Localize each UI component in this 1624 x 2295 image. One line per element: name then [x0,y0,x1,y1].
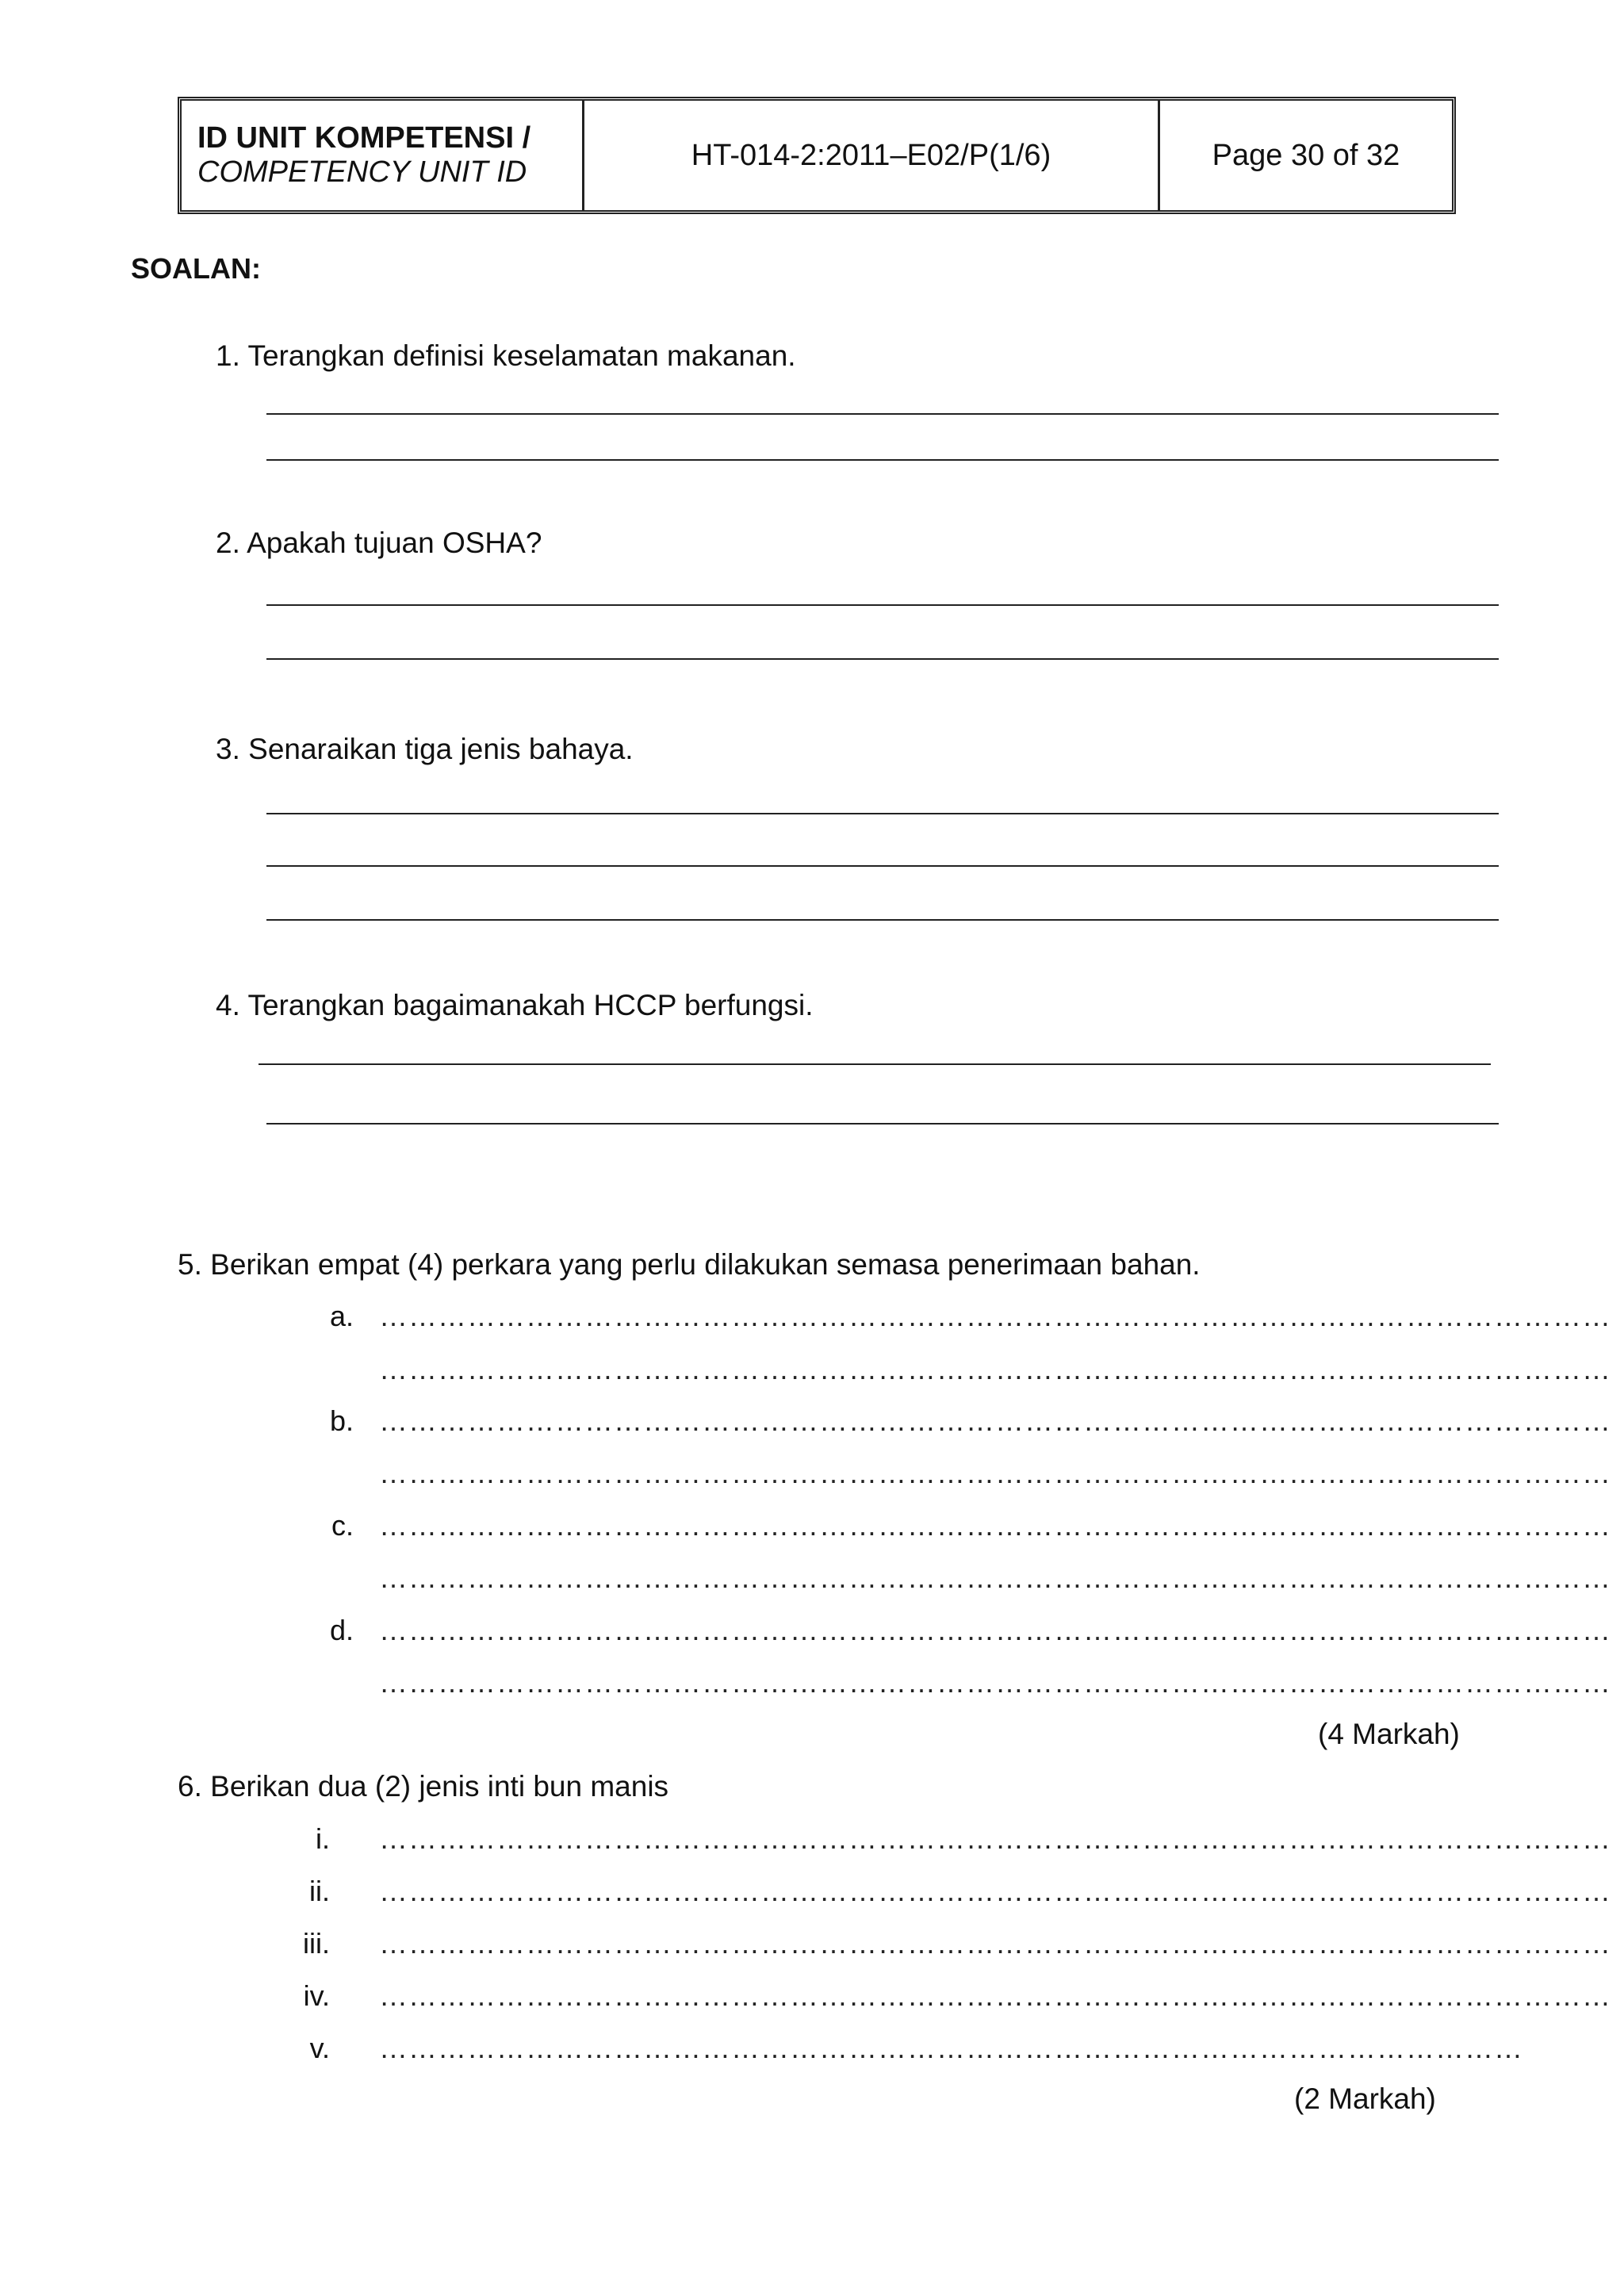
unit-id-cell [182,101,584,210]
unit-code-cell [584,101,1160,210]
answer-line[interactable] [266,413,1499,415]
marks-q6: (2 Markah) [1294,2082,1436,2115]
question-4: 4. Terangkan bagaimanakah HCCP berfungsi. [216,989,814,1021]
answer-dots[interactable]: ……………………………………………………………………………………………………………… [379,1822,1611,1855]
item-label: d. [329,1614,354,1646]
answer-dots[interactable]: ……………………………………………………………………………………………………………… [379,1875,1611,1907]
question-6: 6. Berikan dua (2) jenis inti bun manis [178,1770,669,1803]
answer-dots[interactable]: ……………………………………………………………………………………………………………… [379,1666,1611,1699]
item-label: iii. [303,1927,330,1960]
answer-dots[interactable]: ……………………………………………………………………………………………………………… [379,1457,1611,1489]
answer-dots[interactable]: ……………………………………………………………………………………………………………… [379,1509,1611,1542]
answer-dots[interactable]: ……………………………………………………………………………………………………………… [379,1561,1611,1594]
question-2: 2. Apakah tujuan OSHA? [216,527,542,559]
answer-line[interactable] [266,919,1499,921]
answer-line[interactable] [266,604,1499,606]
item-label: v. [309,2032,330,2064]
answer-dots[interactable]: ……………………………………………………………………………………………………………… [379,1979,1611,2012]
answer-line[interactable] [266,459,1499,461]
question-5: 5. Berikan empat (4) perkara yang perlu dilakukan semasa penerimaan bahan. [178,1248,1201,1281]
answer-line[interactable] [266,865,1499,867]
unit-id-label-en: COMPETENCY UNIT ID [197,155,527,189]
answer-dots[interactable]: ……………………………………………………………………………………………………………… [379,1927,1611,1960]
question-1: 1. Terangkan definisi keselamatan makanan. [216,339,796,372]
answer-dots[interactable]: ……………………………………………………………………………………………………………… [379,1353,1611,1385]
answer-dots[interactable]: ……………………………………………………………………………………………………………… [379,1614,1611,1646]
answer-dots[interactable]: ……………………………………………………………………………………………………………… [379,1404,1611,1437]
question-3: 3. Senaraikan tiga jenis bahaya. [216,733,634,765]
unit-id-label: ID UNIT KOMPETENSI / [197,121,531,155]
answer-line[interactable] [266,658,1499,660]
item-label: b. [329,1404,354,1437]
item-label: a. [329,1300,354,1332]
answer-dots[interactable]: ……………………………………………………………………………………………………… [379,2032,1523,2064]
header-table [178,97,1456,214]
unit-code: HT-014-2:2011–E02/P(1/6) [691,138,1051,172]
section-title: SOALAN: [131,252,261,285]
page-number-cell [1160,101,1452,210]
page-number: Page 30 of 32 [1212,138,1400,172]
item-label: i. [316,1822,330,1855]
answer-line[interactable] [259,1063,1491,1065]
answer-line[interactable] [266,813,1499,814]
marks-q5: (4 Markah) [1318,1718,1460,1750]
item-label: c. [331,1509,354,1542]
answer-dots[interactable]: ……………………………………………………………………………………………………………… [379,1300,1611,1332]
item-label: iv. [303,1979,330,2012]
answer-line[interactable] [266,1123,1499,1125]
item-label: ii. [309,1875,330,1907]
